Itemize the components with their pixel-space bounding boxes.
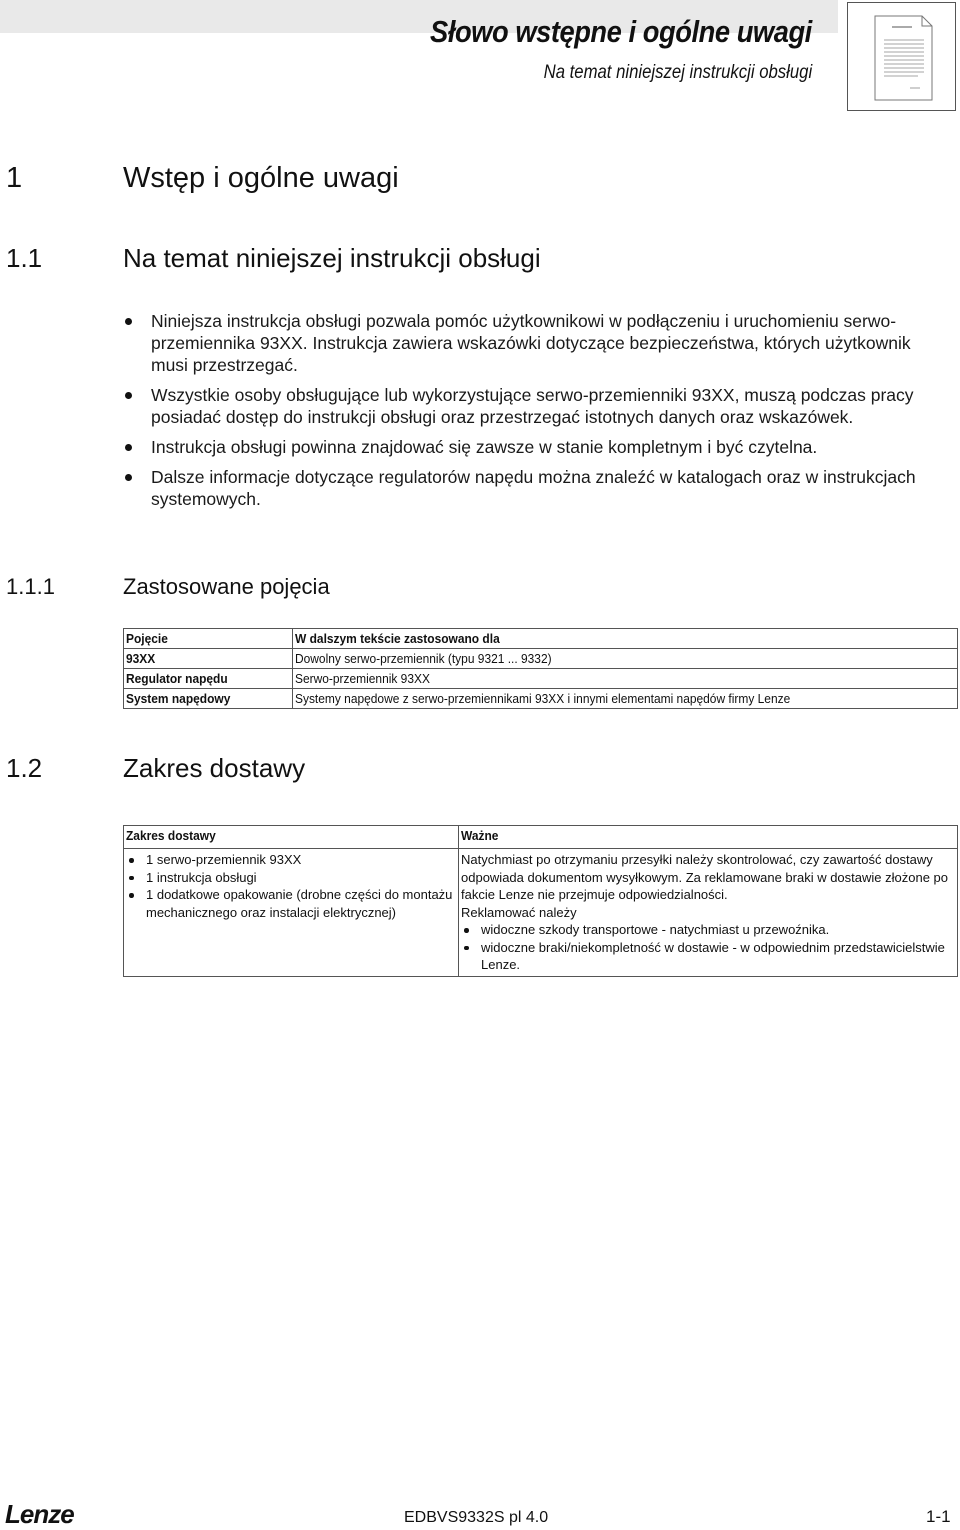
table-header-cell: Ważne (461, 828, 499, 843)
document-code: EDBVS9332S pl 4.0 (404, 1509, 549, 1526)
table-row (124, 669, 958, 689)
table-cell: Regulator napędu (126, 671, 228, 686)
complaint-label: Reklamować należy (461, 904, 577, 920)
intro-bullet-list (124, 310, 944, 518)
section-1-1-title: Na temat niniejszej instrukcji obsługi (123, 243, 541, 273)
bullet-icon (125, 392, 132, 399)
delivery-items-list (126, 851, 456, 921)
list-item: Instrukcja obsługi powinna znajdować się zawsze w stanie kompletnym i być czytelna. (124, 436, 944, 458)
table-row (124, 649, 958, 669)
list-item: widoczne braki/niekompletność w dostawie - w odpowiednim przedstawicielstwie Lenze. (461, 939, 955, 974)
page-number: 1-1 (926, 1507, 951, 1526)
list-item: widoczne szkody transportowe - natychmiast u przewoźnika. (461, 921, 955, 939)
section-1-1-1-number: 1.1.1 (6, 574, 55, 599)
bullet-icon (129, 876, 134, 881)
section-1-2-title: Zakres dostawy (123, 753, 306, 783)
bullet-icon (125, 474, 132, 481)
section-1-title: Wstęp i ogólne uwagi (123, 162, 399, 194)
table-header-cell: Pojęcie (126, 631, 168, 646)
document-icon (847, 2, 956, 111)
bullet-icon (125, 444, 132, 451)
bullet-icon (129, 858, 134, 863)
table-row (124, 689, 958, 709)
header-subtitle: Na temat niniejszej instrukcji obsługi (543, 62, 812, 83)
page-header (0, 0, 838, 97)
table-header-cell: W dalszym tekście zastosowano dla (295, 631, 500, 646)
list-item: Dalsze informacje dotyczące regulatorów napędu można znaleźć w katalogach oraz w instrukcjach systemowych. (124, 466, 944, 510)
table-header-cell: Zakres dostawy (126, 828, 216, 843)
complaint-items-list (461, 921, 955, 974)
delivery-table (123, 825, 958, 977)
table-header-row (124, 629, 958, 649)
table-cell: Systemy napędowe z serwo-przemiennikami 93XX i innymi elementami napędów firmy Lenze (295, 691, 791, 706)
bullet-icon (464, 928, 469, 933)
list-item: Niniejsza instrukcja obsługi pozwala pomóc użytkownikowi w podłączeniu i uruchomieniu serwo-przemiennika 93XX. Instrukcja zawiera wskazówki dotyczące bezpieczeństwa, których użytkownik musi przestrzegać. (124, 310, 944, 376)
table-cell: System napędowy (126, 691, 231, 706)
table-cell: Dowolny serwo-przemiennik (typu 9321 ... 9332) (295, 651, 552, 666)
table-cell: 93XX (126, 651, 156, 666)
table-cell: Serwo-przemiennik 93XX (295, 671, 430, 686)
bullet-icon (464, 946, 469, 951)
bullet-icon (125, 318, 132, 325)
bullet-icon (129, 893, 134, 898)
list-item: 1 instrukcja obsługi (126, 869, 456, 887)
list-item: Wszystkie osoby obsługujące lub wykorzystujące serwo-przemienniki 93XX, muszą podczas pracy posiadać dostęp do instrukcji obsługi oraz przestrzegać istotnych danych oraz wskazówek. (124, 384, 944, 428)
section-1-number: 1 (6, 162, 23, 194)
section-1-1-number: 1.1 (6, 243, 43, 273)
lenze-logo: Lenze (5, 1499, 74, 1529)
table-header-row (124, 826, 958, 849)
list-item: 1 serwo-przemiennik 93XX (126, 851, 456, 869)
important-text: Natychmiast po otrzymaniu przesyłki należy skontrolować, czy zawartość dostawy odpowiada dokumentom wysyłkowym. Za reklamowane braki w dostawie złożone po fakcie Lenze nie przejmuje odpowiedzialności. (461, 852, 949, 902)
list-item: 1 dodatkowe opakowanie (drobne części do montażu mechanicznego oraz instalacji elektrycznej) (126, 886, 456, 921)
section-1-2-number: 1.2 (6, 753, 43, 783)
section-1-1-1-title: Zastosowane pojęcia (123, 574, 330, 599)
table-row (124, 849, 958, 977)
terms-table (123, 628, 958, 709)
header-title: Słowo wstępne i ogólne uwagi (430, 14, 812, 49)
